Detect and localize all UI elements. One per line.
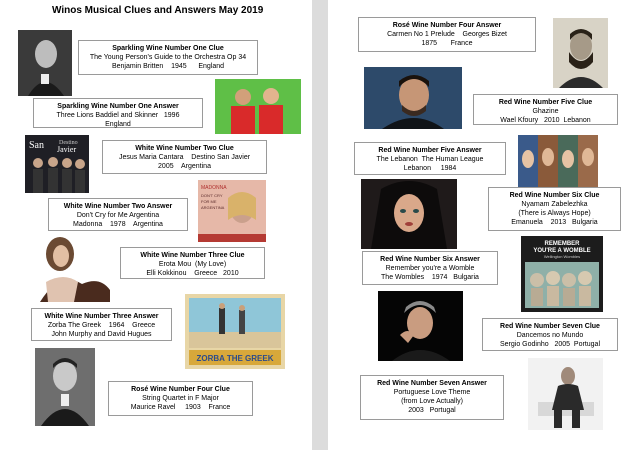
answer-box: Rosé Wine Number Four Answer Carmen No 1 Prelude Georges Bizet 1875 France [358, 17, 536, 52]
san-javier-text: San [29, 140, 44, 151]
page-title: Winos Musical Clues and Answers May 2019 [52, 5, 264, 16]
san-javier-text: Destino [59, 140, 78, 146]
clue-box: Sparkling Wine Number One Clue The Young Person's Guide to the Orchestra Op 34 Benjamin Britten 1945 England [78, 40, 258, 75]
answer-box: White Wine Number Two Answer Don't Cry for Me Argentina Madonna 1978 Argentina [48, 198, 188, 231]
madonna-text: DON'T CRY [201, 193, 223, 198]
clue-box: Red Wine Number Six Clue Nyamam Zabelezhka (There is Always Hope) Emanuela 2013 Bulgaria [488, 187, 621, 231]
madonna-text: ARGENTINA [201, 205, 225, 210]
answer-box: Red Wine Number Five Answer The Lebanon The Human League Lebanon 1984 [354, 142, 506, 175]
kokkinou-photo [30, 232, 112, 302]
womble-text: REMEMBER [544, 241, 580, 247]
zorba-text: ZORBA THE GREEK [196, 354, 274, 363]
answer-box: Red Wine Number Six Answer Remember you're a Womble The Wombles 1974 Bulgaria [362, 251, 498, 285]
bizet-photo [553, 18, 608, 88]
womble-text: Wellington Wombles [543, 254, 581, 259]
right-page [328, 0, 640, 450]
human-league-photo [518, 135, 598, 188]
kfoury-photo [364, 67, 462, 129]
armstrong-photo [528, 358, 603, 430]
madonna-photo [198, 180, 266, 242]
zorba-photo [185, 294, 285, 369]
godinho-photo [378, 291, 463, 361]
clue-box: Rosé Wine Number Four Clue String Quartet in F Major Maurice Ravel 1903 France [108, 381, 253, 416]
madonna-text: MADONNA [201, 185, 227, 191]
left-page [0, 0, 312, 450]
clue-box: Red Wine Number Five Clue Ghazine Wael Kfoury 2010 Lebanon [473, 94, 618, 125]
answer-box: Sparkling Wine Number One Answer Three Lions Baddiel and Skinner 1996 England [33, 98, 203, 128]
san-javier-text: Javier [57, 145, 77, 154]
womble-text: YOU'RE A WOMBLE [533, 248, 591, 254]
baddiel-skinner-photo [215, 79, 301, 134]
clue-box: White Wine Number Two Clue Jesus Maria Cantara Destino San Javier 2005 Argentina [102, 140, 267, 174]
emanuela-photo [361, 179, 457, 249]
san-javier-photo [25, 135, 89, 193]
answer-box: Red Wine Number Seven Answer Portuguese Love Theme (from Love Actually) 2003 Portugal [360, 375, 504, 420]
britten-photo [18, 30, 72, 96]
ravel-photo [35, 348, 95, 426]
clue-box: White Wine Number Three Clue Erota Mou (My Love) Elli Kokkinou Greece 2010 [120, 247, 265, 279]
answer-box: White Wine Number Three Answer Zorba The Greek 1964 Greece John Murphy and David Hugues [31, 308, 172, 341]
wombles-photo [521, 236, 603, 312]
clue-box: Red Wine Number Seven Clue Dancemos no Mundo Sergio Godinho 2005 Portugal [482, 318, 618, 351]
madonna-text: FOR ME [201, 199, 217, 204]
